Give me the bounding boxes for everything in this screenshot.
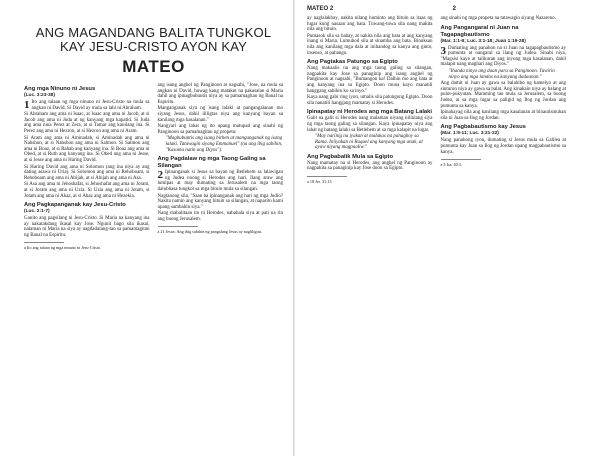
verse-paragraph: Kaya nang gabi ring iyon, umalis sila patungong Egipto. Doon sila nanatili hanggang mamatay si Herodes. [307, 95, 433, 106]
verse-paragraph: Si Abraham ang ama ni Isaac, at Isaac ang ama ni Jacob, at si Jacob ang ama ni Juda at ng kanyang mga kapatid. Si Juda ang ama nina Perez at Zera, at si Tamar ang kanilang ina. Si Perez ang ama ni Hezron, at si Hezron ang ama ni Aram. [24, 112, 150, 134]
section-heading: Ang mga Ninuno ni Jesus [24, 86, 96, 92]
verse-paragraph: Nang mabalitaan ito ni Herodes, nabahala siya at pati na rin ang buong Jerusalem. [157, 211, 283, 222]
verse-paragraph: Nang makaalis na ang mga taong galing sa silangan, nagpakita kay Jose sa panaginip ang isang anghel ng Panginoon at nagsabi, "Bumangon ka! Dalhin mo ang bata at ang kanyang ina sa Egipto. Doon muna kayo manatili hanggang sabihin ko sa inyo." [307, 66, 433, 94]
verse-paragraph: 3 Dumating ang panahon na si Juan na tagapagbautismo ay pumunta at nangaral sa ilang ng Judea. Sinabi niya, "Magsisi kayo at talikuran ang inyong mga kasalanan, dahil malapit nang maghari ang Diyos." [440, 44, 566, 68]
section-heading: Ang Pangangaral ni Juan na Tagapagbautismo [440, 24, 519, 38]
chapter-number: 3 [440, 44, 446, 57]
footnote-rule [24, 242, 64, 243]
chapter-number: 2 [157, 169, 163, 182]
right-column-2 [441, 16, 567, 184]
verse-paragraph: Nang panahong iyon, dumating si Jesus mula sa Galilea at pumunta kay Juan sa Ilog ng Jordan upang magpabautismo sa kanya. [440, 138, 566, 155]
footnote-rule [441, 159, 481, 160]
verse-paragraph: Manganganak siya ng isang lalaki at pangangalanan mo siyang Jesus, dahil ililigtas niya ang kanyang bayan sa kanilang mga kasalanan." [157, 106, 283, 123]
left-column-1 [24, 83, 150, 250]
poetry-quote: "Magbubuntis ang isang birhen at manganganak ng isang lalaki. Tatawagin siyang Emmanuel" (na ang ibig sabihin, "Kasama natin ang Diyos"). [165, 136, 283, 153]
verse-paragraph: Nangyari ang lahat ng ito upang matupad ang sinabi ng Panginoon sa pamamagitan ng propeta: [157, 124, 283, 135]
section-heading: Ang Pagbabautismo kay Jesus [440, 124, 526, 131]
verse-paragraph: Nagtanong sila, "Saan ba ipinanganak ang hari ng mga Judio? Nakita namin ang kanyang bituin sa silangan, at naparito kami upang sambahin siya." [157, 193, 283, 210]
left-columns [24, 83, 283, 250]
footnote: a 18 Jer. 31:15. [307, 179, 333, 185]
right-column-1 [307, 16, 433, 184]
right-columns [307, 16, 566, 184]
verse-paragraph: Galit na galit si Herodes nang malaman niyang nilinlang siya ng mga taong galing sa silangan. Kaya ipinapatay niya ang lahat ng batang lalaki sa Betlehem at sa mga kalapit na lugar. [307, 116, 433, 133]
section-heading: Ang Pagtakas Patungo sa Egipto [307, 59, 398, 66]
section-heading: Ang Pagbabalik Mula sa Egipto [307, 153, 393, 160]
left-page [0, 0, 294, 456]
verse-paragraph: 1 Ito ang talaan ng mga ninuno ni Jesu-Cristo na mula sa angkan ni David. Si David ay mula sa lahi ni Abraham. [24, 99, 150, 111]
poetry-quote: "Ihanda ninyo ang daan para sa Panginoon. Tuwirin ninyo ang mga landas na kanyang dadaanan." [448, 68, 555, 80]
poetry-quote: "May narinig na iyakan at malakas na panaghoy sa Rama. Iniiyakan ni Raquel ang kanyang mga anak, at ayaw niyang magpaaliw." [315, 134, 423, 151]
section-reference: (Mar. 1:9-11; Luc. 3:21-22) [440, 131, 499, 137]
section-reference: (Luc. 2:1-7) [24, 209, 50, 215]
running-head-title: MATEO 2 [307, 6, 334, 12]
right-page [295, 0, 590, 456]
footnote-rule [307, 176, 347, 177]
verse-paragraph: Ang damit ni Juan ay gawa sa balahibo ng kamelyo at ang sinturon niya ay gawa sa balat. Ang kinakain niya ay balang at pulot-pukyutan. Maraming tao mula sa Jerusalem, sa buong Judea, at sa mga lugar sa paligid ng Ilog ng Jordan ang pumunta sa kanya. [440, 81, 566, 109]
verse-paragraph: Ipinahayag nila ang kanilang mga kasalanan at binautismuhan sila ni Juan sa Ilog ng Jordan. [440, 110, 566, 121]
section-heading: Ang Pagdalaw ng mga Taong Galing sa Silangan [157, 156, 266, 170]
footnote: a Ito ang talaan ng mga ninuno ni Jesu-Cristo. [24, 245, 102, 251]
verse-paragraph: 2 Ipinanganak si Jesus sa bayan ng Betlehem sa lalawigan ng Judea noong si Herodes ang hari. Ilang araw ang lumipas at may dumating sa Jerusalem na mga taong dalubhasa tungkol sa mga bituin mula sa silangan. [157, 169, 283, 192]
page-number: 2 [452, 6, 456, 12]
footnote: a 21 Jesus: Ang ibig sabihin ng pangalang Jesus ay nagliligtas. [157, 229, 263, 235]
verse-paragraph: ay naglalakbay, nakita nilang huminto ang bituin sa itaas ng lugar kung nasaan ang bata. Tuwang-tuwa sila nang makita nila ang bituin. [307, 16, 433, 33]
verse-paragraph: Pumasok sila sa bahay, at nakita nila ang bata at ang kanyang inang si Maria. Lumuhod sila at sinamba ang bata. Binuksan nila ang kanilang mga dala at inihandog sa kanya ang ginto, insenso, at pabango. [307, 33, 433, 56]
running-head [307, 6, 566, 12]
section-heading: Ang Pagkapanganak kay Jesu-Cristo [24, 202, 126, 209]
footnote-rule [158, 226, 198, 227]
chapter-number: 1 [24, 99, 30, 111]
verse-paragraph: ang isang anghel ng Panginoon at nagsabi, "Jose, na mula sa angkan ni David, huwag kang matakot na pakasalan si Maria dahil ang ipinagbubuntis niya ay sa pamamagitan ng Banal na Espiritu. [157, 83, 283, 105]
verse-paragraph: Si Haring David ang ama ni Solomon (ang ina niya ay ang dating asawa ni Uria). Si Solomon ang ama ni Rehoboam, si Rehoboam ang ama ni Abijah, at si Abijah ang ama ni Asa. [24, 164, 150, 181]
verse-paragraph: Nang mamatay na si Herodes, ang anghel ng Panginoon ay nagpakita sa panaginip kay Jose doon sa Egipto. [307, 160, 433, 172]
section-reference: (Mar. 1:1-8; Luc. 3:1-18; Juan 1:19-28) [440, 38, 526, 44]
verse-paragraph: Si Aram ang ama ni Aminadab, si Aminadab ang ama ni Nahshon, at si Nahshon ang ama ni Salmon. Si Salmon ang ama ni Boaz, at si Rahab ang kanyang ina. Si Boaz ang ama ni Obed, at si Ruth ang kanyang ina. Si Obed ang ama ni Jesse, at si Jesse ang ama ni Haring David. [24, 135, 150, 163]
left-column-2 [158, 83, 284, 250]
section-heading: Ipinapatay ni Herodes ang mga Batang Lalaki [307, 109, 432, 116]
book-name: MATEO [122, 57, 185, 76]
verse-paragraph: Si Asa ang ama ni Jehoshafat, si Jehoshafat ang ama ni Joram, at si Joram ang ama ni Uzia. Si Uzia ang ama ni Jotam, si Jotam ang ama ni Ahaz, at si Ahaz ang ama ni Hezekia. [24, 182, 150, 199]
book-title: ANG MAGANDANG BALITA TUNGKOL KAY JESU-CRISTO AYON KAY [35, 25, 272, 54]
footnote: a 3 Isa. 40:3. [440, 162, 463, 168]
verse-paragraph: ang sinabi ng mga propeta na tatawagin siyang Nazareno. [440, 16, 556, 21]
section-reference: (Luc. 3:23-38) [24, 93, 55, 98]
verse-paragraph: Ganito ang pagsilang ni Jesu-Cristo. Si Maria na kanyang ina ay nakatakdang ikasal kay Jose. Ngunit bago sila ikasal, nalaman ni Maria na siya ay nagdadalang-tao sa pamamagitan ng Banal na Espiritu. [24, 216, 150, 238]
